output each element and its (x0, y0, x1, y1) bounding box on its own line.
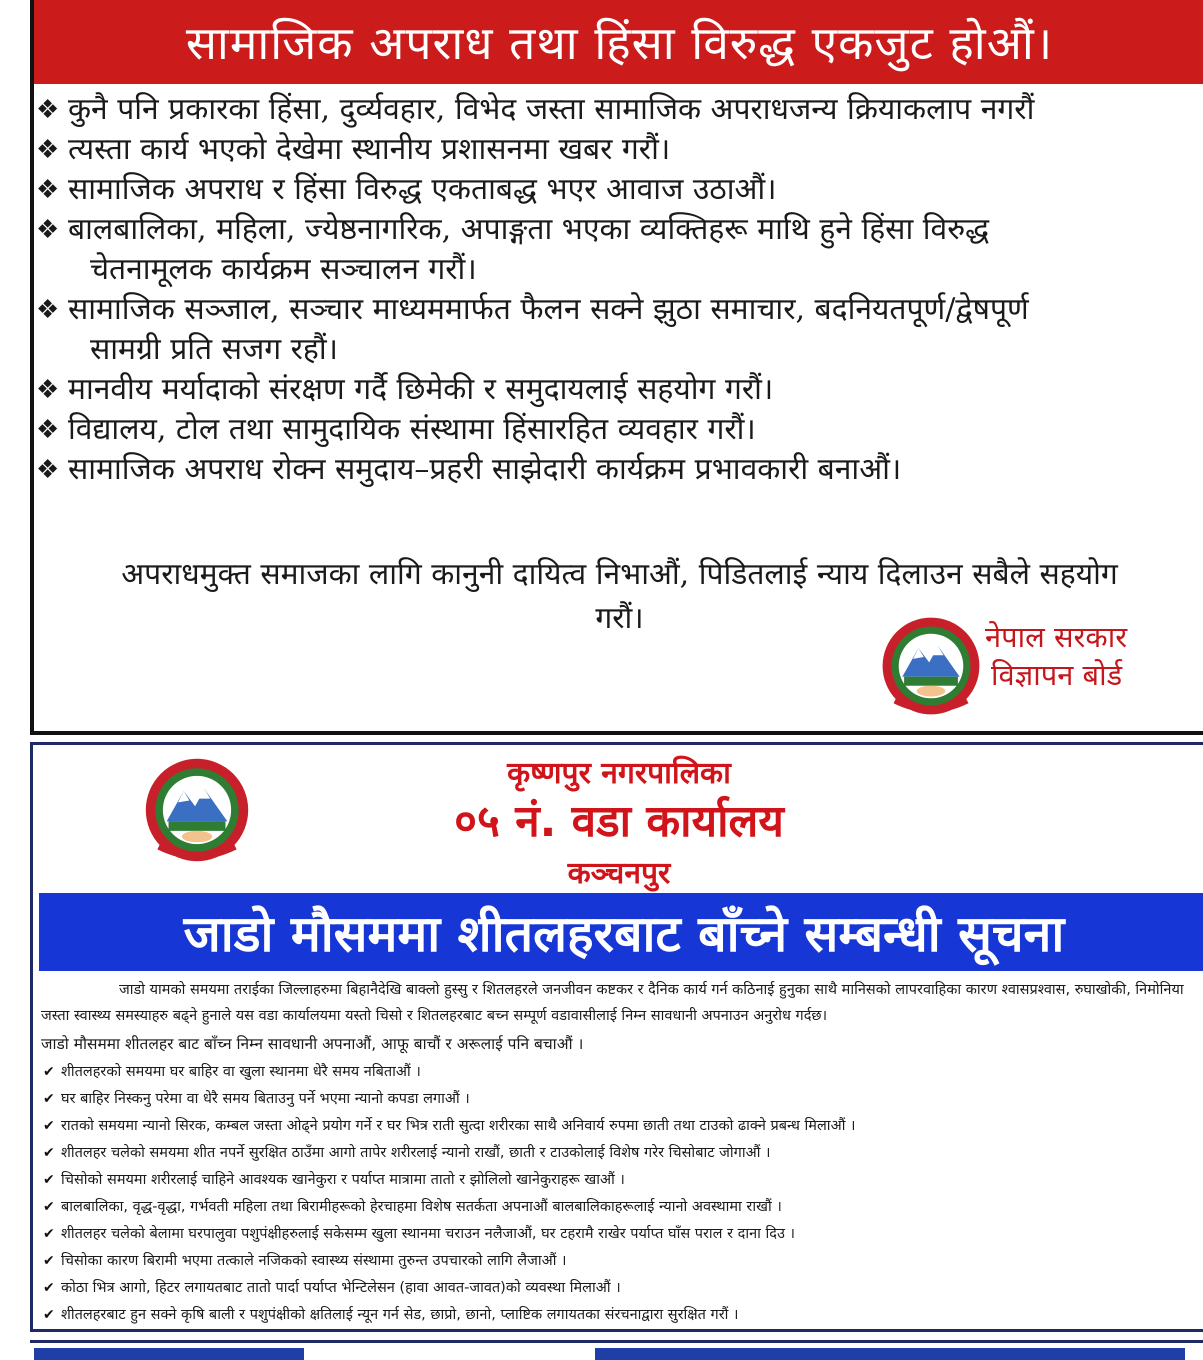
ad1-closing-line1: अपराधमुक्त समाजका लागि कानुनी दायित्व निभाऔं, पिडितलाई न्याय दिलाउन सबैले सहयोग (121, 557, 1118, 592)
ad1-closing-line2: गरौं। (595, 601, 644, 636)
municipality-name: कृष्णपुर नगरपालिका (507, 756, 731, 791)
ad1-point-text: सामाजिक अपराध रोक्न समुदाय–प्रहरी साझेदारी कार्यक्रम प्रभावकारी बनाऔं। (68, 452, 902, 487)
precaution-item (41, 1059, 1201, 1086)
ad1-point-item (34, 450, 1203, 490)
diamond-bullet-icon: ❖ (36, 135, 60, 165)
precaution-item (41, 1167, 1201, 1194)
ad1-point-text: विद्यालय, टोल तथा सामुदायिक संस्थामा हिंसारहित व्यवहार गरौं। (68, 412, 756, 447)
ad1-point-text: मानवीय मर्यादाको संरक्षण गर्दै छिमेकी र समुदायलाई सहयोग गरौं। (68, 372, 774, 407)
checkmark-icon: ✔ (43, 1280, 55, 1296)
notice-intro: जाडो यामको समयमा तराईका जिल्लाहरुमा बिहानैदेखि बाक्लो हुस्सु र शितलहरले जनजीवन कष्टकर र दैनिक कार्य गर्न कठिनाई हुनुका साथै मानिसको लापरवाहिका कारण श्वासप्रश्वास, रुघाखोकी, निमोनिया जस्ता स्वास्थ्य समस्याहरु बढ्ने हुनाले यस वडा कार्यालयमा यस्तो चिसो र शितलहरबाट बच्न सम्पूर्ण वडावासीलाई निम्न सावधानी अपनाउन अनुरोध गर्दछ। (41, 982, 1184, 1024)
precaution-item (41, 1275, 1201, 1302)
precaution-text: रातको समयमा न्यानो सिरक, कम्बल जस्ता ओढ्ने प्रयोग गर्ने र घर भित्र राती सुत्दा शरीरका साथै अनिवार्य रुपमा छाती तथा टाउको ढाक्ने प्रबन्ध मिलाऔं । (61, 1118, 856, 1134)
precaution-item (41, 1086, 1201, 1113)
next-notice-block-right (595, 1348, 1185, 1360)
ad1-point-list (34, 90, 1203, 490)
signature-line1: नेपाल सरकार (985, 620, 1128, 654)
precaution-text: शीतलहर चलेको समयमा शीत नपर्ने सुरक्षित ठाउँमा आगो तापेर शरीरलाई न्यानो राखौं, छाती र टाउकोलाई विशेष गरेर चिसोबाट जोगाऔं । (61, 1145, 771, 1161)
ward-office-name: ०५ नं. वडा कार्यालय (454, 796, 784, 847)
next-notice-strip (30, 1340, 1203, 1360)
precaution-item (41, 1248, 1201, 1275)
diamond-bullet-icon: ❖ (36, 375, 60, 405)
district-name: कञ्चनपुर (567, 856, 671, 891)
ad1-point-item (34, 130, 1203, 170)
ad1-point-continuation: सामग्री प्रति सजग रहौं। (90, 332, 338, 367)
ad1-headline-banner: सामाजिक अपराध तथा हिंसा विरुद्ध एकजुट होऔं। (34, 0, 1203, 84)
ad1-point-continuation: चेतनामूलक कार्यक्रम सञ्चालन गरौं। (90, 252, 477, 287)
precaution-item (41, 1302, 1201, 1329)
ad1-point-text: बालबालिका, महिला, ज्येष्ठनागरिक, अपाङ्गता भएका व्यक्तिहरू माथि हुने हिंसा विरुद्ध (68, 212, 990, 247)
ad1-point-item (34, 210, 1203, 290)
checkmark-icon: ✔ (43, 1145, 55, 1161)
checkmark-icon: ✔ (43, 1307, 55, 1323)
next-notice-block-left (34, 1348, 304, 1360)
ad1-point-text: सामाजिक सञ्जाल, सञ्चार माध्यममार्फत फैलन सक्ने झुठा समाचार, बदनियतपूर्ण/द्वेषपूर्ण (68, 292, 1029, 327)
ad1-point-text: सामाजिक अपराध र हिंसा विरुद्ध एकताबद्ध भएर आवाज उठाऔं। (68, 172, 777, 207)
diamond-bullet-icon: ❖ (36, 455, 60, 485)
precaution-text: शीतलहरको समयमा घर बाहिर वा खुला स्थानमा धेरै समय नबिताऔं । (61, 1064, 421, 1080)
precaution-item (41, 1140, 1201, 1167)
ad1-point-item (34, 410, 1203, 450)
cold-wave-notice (30, 742, 1203, 1332)
ad1-signature (985, 618, 1155, 694)
diamond-bullet-icon: ❖ (36, 175, 60, 205)
ad1-point-item (34, 290, 1203, 370)
ad1-point-item (34, 90, 1203, 130)
diamond-bullet-icon: ❖ (36, 295, 60, 325)
ad1-point-item (34, 170, 1203, 210)
precaution-text: घर बाहिर निस्कनु परेमा वा धेरै समय बिताउनु पर्ने भएमा न्यानो कपडा लगाऔं । (61, 1091, 470, 1107)
diamond-bullet-icon: ❖ (36, 95, 60, 125)
precaution-text: कोठा भित्र आगो, हिटर लगायतबाट तातो पार्दा पर्याप्त भेन्टिलेसन (हावा आवत-जावत)को व्यवस्था मिलाऔं । (61, 1280, 621, 1296)
precaution-item (41, 1221, 1201, 1248)
diamond-bullet-icon: ❖ (36, 215, 60, 245)
ad1-point-text: कुनै पनि प्रकारका हिंसा, दुर्व्यवहार, विभेद जस्ता सामाजिक अपराधजन्य क्रियाकलाप नगरौं (68, 92, 1035, 127)
notice-title-banner: जाडो मौसममा शीतलहरबाट बाँच्ने सम्बन्धी सूचना (39, 893, 1203, 971)
checkmark-icon: ✔ (43, 1253, 55, 1269)
precaution-list (41, 1059, 1201, 1329)
notice-body (41, 977, 1201, 1329)
checkmark-icon: ✔ (43, 1091, 55, 1107)
precaution-text: चिसोको समयमा शरीरलाई चाहिने आवश्यक खानेकुरा र पर्याप्त मात्रामा तातो र झोलिलो खानेकुराहरू खाऔं । (61, 1172, 625, 1188)
ad1-point-item (34, 370, 1203, 410)
social-crime-advertisement (30, 0, 1203, 735)
checkmark-icon: ✔ (43, 1172, 55, 1188)
signature-line2: विज्ञापन बोर्ड (991, 658, 1123, 692)
checkmark-icon: ✔ (43, 1118, 55, 1134)
precaution-text: शीतलहर चलेको बेलामा घरपालुवा पशुपंक्षीहरुलाई सकेसम्म खुला स्थानमा चराउन नलैजाऔं, घर टहरामै राखेर पर्याप्त घाँस पराल र दाना दिउ । (61, 1226, 796, 1242)
notice-lead: जाडो मौसममा शीतलहर बाट बाँच्न निम्न सावधानी अपनाऔं, आफू बाचौं र अरूलाई पनि बचाऔं । (41, 1035, 584, 1053)
precaution-text: शीतलहरबाट हुन सक्ने कृषि बाली र पशुपंक्षीको क्षतिलाई न्यून गर्न सेड, छाप्रो, छानो, प्लाष्टिक लगायतका संरचनाद्वारा सुरक्षित गरौं । (61, 1307, 739, 1323)
precaution-item (41, 1113, 1201, 1140)
precaution-text: चिसोका कारण बिरामी भएमा तत्काले नजिकको स्वास्थ्य संस्थामा तुरुन्त उपचारको लागि लैजाऔं । (61, 1253, 567, 1269)
checkmark-icon: ✔ (43, 1064, 55, 1080)
diamond-bullet-icon: ❖ (36, 415, 60, 445)
ad1-point-text: त्यस्ता कार्य भएको देखेमा स्थानीय प्रशासनमा खबर गरौं। (68, 132, 671, 167)
checkmark-icon: ✔ (43, 1226, 55, 1242)
checkmark-icon: ✔ (43, 1199, 55, 1215)
nepal-government-emblem-icon (877, 614, 985, 718)
precaution-text: बालबालिका, वृद्ध-वृद्धा, गर्भवती महिला तथा बिरामीहरूको हेरचाहमा विशेष सतर्कता अपनाऔं बालबालिकाहरूलाई न्यानो अवस्थामा राखौं । (61, 1199, 782, 1215)
precaution-item (41, 1194, 1201, 1221)
